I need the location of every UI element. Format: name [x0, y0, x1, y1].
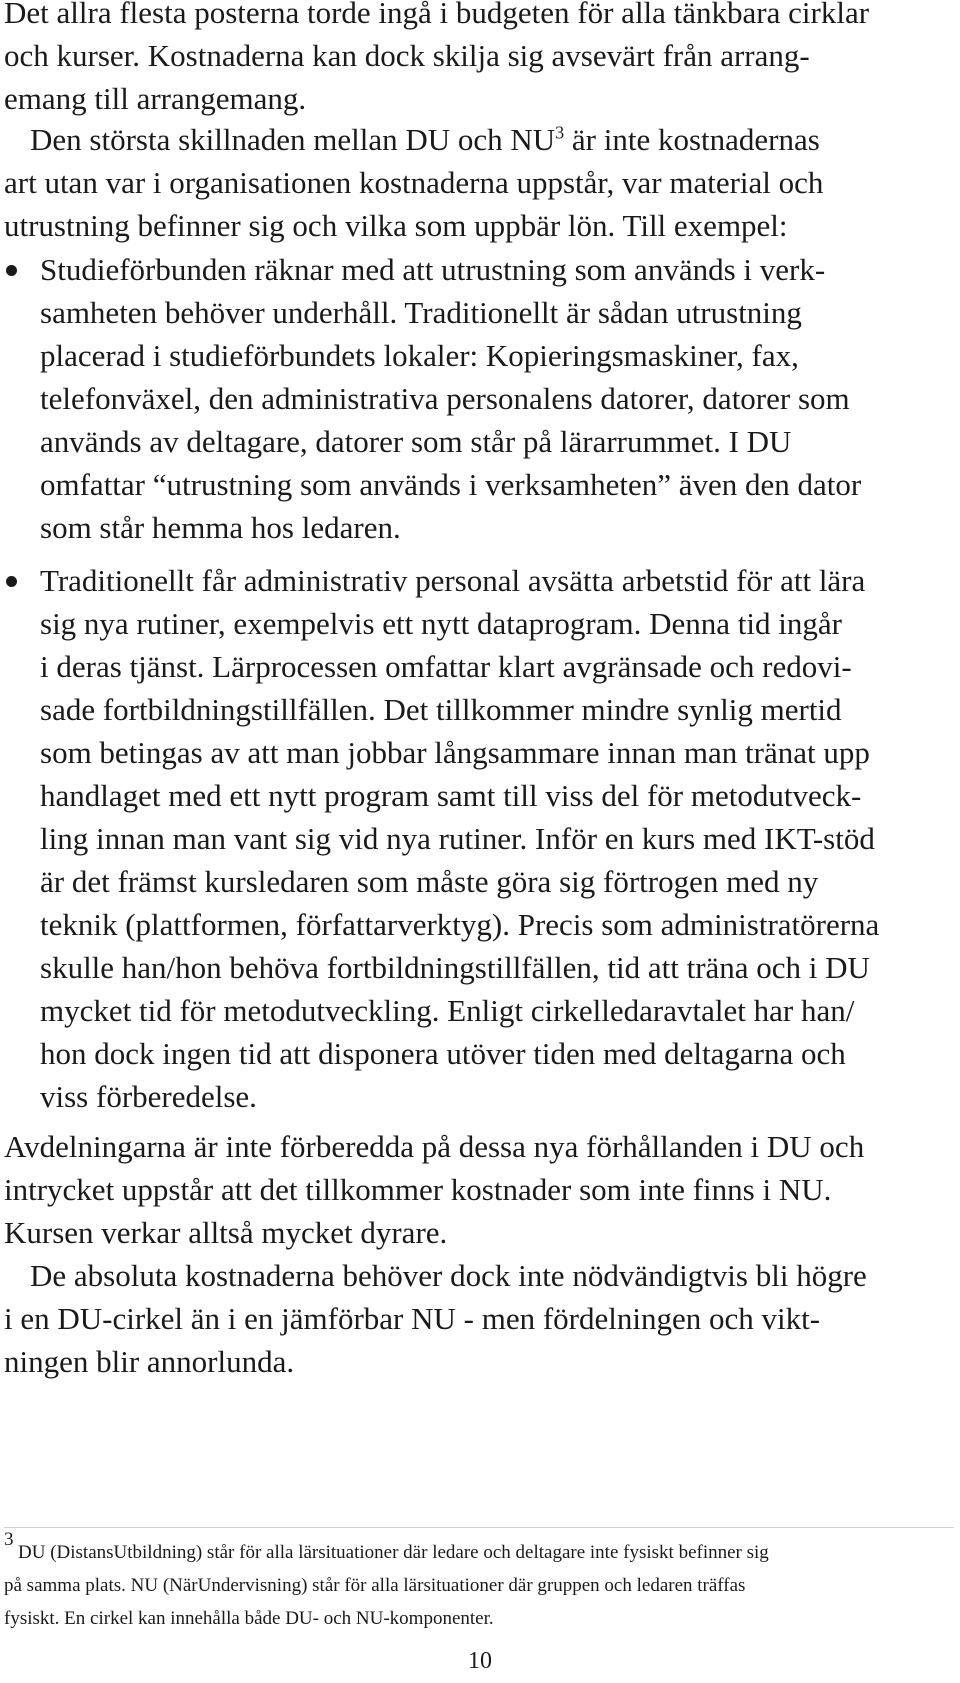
bullet-2-line: är det främst kursledaren som måste göra sig förtrogen med ny: [40, 864, 819, 899]
bullet-1-line: som står hemma hos ledaren.: [40, 510, 401, 545]
paragraph-2-line: utrustning befinner sig och vilka som uppbär lön. Till exempel:: [4, 208, 788, 243]
bullet-1-line: Studieförbunden räknar med att utrustning som används i verk-: [40, 252, 826, 287]
paragraph-1-line: och kurser. Kostnaderna kan dock skilja sig avsevärt från arrang-: [4, 38, 810, 73]
bullet-2-line: mycket tid för metodutveckling. Enligt cirkelledaravtalet har han/: [40, 993, 855, 1028]
bullet-2-line: hon dock ingen tid att disponera utöver tiden med deltagarna och: [40, 1036, 846, 1071]
bullet-2-line: ling innan man vant sig vid nya rutiner. Inför en kurs med IKT-stöd: [40, 821, 875, 856]
bullet-1-line: omfattar “utrustning som används i verksamheten” även den dator: [40, 467, 862, 502]
footnote-line: DU (DistansUtbildning) står för alla lärsituationer där ledare och deltagare inte fysiskt befinner sig: [18, 1542, 769, 1563]
bullet-2-line: i deras tjänst. Lärprocessen omfattar klart avgränsade och redovi-: [40, 649, 852, 684]
bullet-2-line: som betingas av att man jobbar långsammare innan man tränat upp: [40, 735, 870, 770]
paragraph-4-line: De absoluta kostnaderna behöver dock inte nödvändigtvis bli högre: [30, 1258, 867, 1293]
bullet-1-line: placerad i studieförbundets lokaler: Kopieringsmaskiner, fax,: [40, 338, 799, 373]
bullet-2-line: teknik (plattformen, författarverktyg). Precis som administratörerna: [40, 907, 880, 942]
bullet-2-line: sig nya rutiner, exempelvis ett nytt dataprogram. Denna tid ingår: [40, 606, 842, 641]
paragraph-2-line: [30, 117, 820, 163]
paragraph-1-line: Det allra flesta posterna torde ingå i budgeten för alla tänkbara cirklar: [4, 0, 870, 30]
bullet-1-line: samheten behöver underhåll. Traditionellt är sådan utrustning: [40, 295, 802, 330]
footnote-line: på samma plats. NU (NärUndervisning) står för alla lärsituationer där gruppen och ledaren träffas: [4, 1575, 746, 1596]
bullet-1-line: telefonväxel, den administrativa personalens datorer, datorer som: [40, 381, 850, 416]
bullet-2-line: sade fortbildningstillfällen. Det tillkommer mindre synlig mertid: [40, 692, 842, 727]
bullet-marker: [6, 265, 17, 276]
footnote-line: fysiskt. En cirkel kan innehålla både DU- och NU-komponenter.: [4, 1608, 494, 1629]
paragraph-4-line: i en DU-cirkel än i en jämförbar NU - men fördelningen och vikt-: [4, 1301, 821, 1336]
paragraph-1-line: emang till arrangemang.: [4, 81, 307, 116]
bullet-2-line: viss förberedelse.: [40, 1079, 257, 1114]
footnote-reference: 3: [555, 122, 565, 143]
bullet-marker: [6, 576, 17, 587]
paragraph-2-text-b: är inte kostnadernas: [564, 122, 820, 157]
bullet-1-line: används av deltagare, datorer som står på lärarrummet. I DU: [40, 424, 792, 459]
paragraph-3-line: Kursen verkar alltså mycket dyrare.: [4, 1215, 448, 1250]
footnote-divider: [4, 1527, 954, 1528]
paragraph-2-text-a: Den största skillnaden mellan DU och NU: [30, 122, 556, 157]
footnote-mark: 3: [4, 1529, 14, 1550]
page-number: 10: [468, 1648, 492, 1674]
bullet-2-line: handlaget med ett nytt program samt till viss del för metodutveck-: [40, 778, 862, 813]
paragraph-3-line: intrycket uppstår att det tillkommer kostnader som inte finns i NU.: [4, 1172, 832, 1207]
bullet-2-line: Traditionellt får administrativ personal avsätta arbetstid för att lära: [40, 563, 866, 598]
bullet-2-line: skulle han/hon behöva fortbildningstillfällen, tid att träna och i DU: [40, 950, 870, 985]
paragraph-4-line: ningen blir annorlunda.: [4, 1344, 295, 1379]
paragraph-2-line: art utan var i organisationen kostnaderna uppstår, var material och: [4, 165, 824, 200]
paragraph-3-line: Avdelningarna är inte förberedda på dessa nya förhållanden i DU och: [4, 1129, 865, 1164]
